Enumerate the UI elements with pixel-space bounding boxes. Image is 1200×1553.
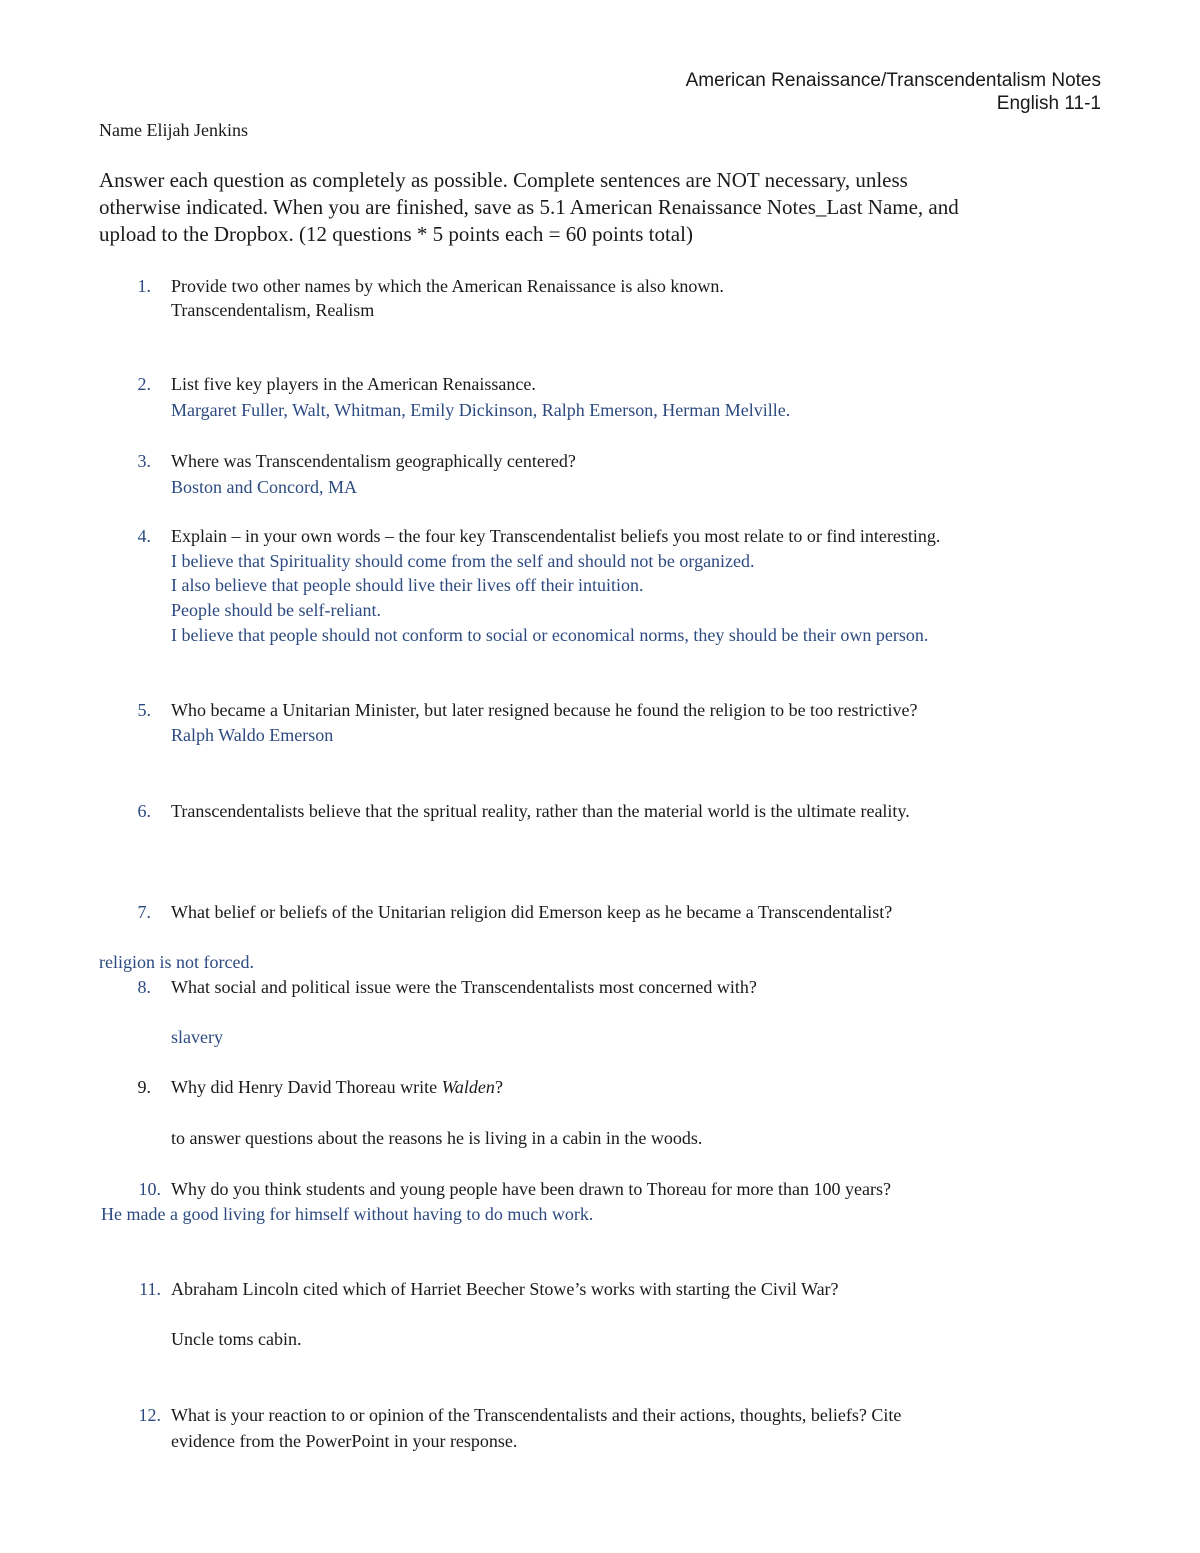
answer-text: He made a good living for himself without having to do much work. <box>101 1204 594 1224</box>
question-number: 8. <box>137 977 151 997</box>
question-number: 4. <box>137 526 151 546</box>
question-number: 11. <box>139 1279 161 1299</box>
question-number: 12. <box>138 1405 161 1425</box>
answer-text: religion is not forced. <box>99 952 254 972</box>
answer-text: Uncle toms cabin. <box>171 1329 302 1349</box>
question-text: What is your reaction to or opinion of the Transcendentalists and their actions, thoughts, beliefs? Cite <box>171 1405 902 1425</box>
answer-text: I believe that people should not conform to social or economical norms, they should be their own person. <box>171 625 929 645</box>
answer-text: I also believe that people should live their lives off their intuition. <box>171 575 644 595</box>
question-number: 1. <box>137 276 151 296</box>
question-text: Who became a Unitarian Minister, but later resigned because he found the religion to be too restrictive? <box>171 700 918 720</box>
answer-text: to answer questions about the reasons he is living in a cabin in the woods. <box>171 1128 703 1148</box>
answer-text: Boston and Concord, MA <box>171 477 357 497</box>
answer-text: slavery <box>171 1027 223 1047</box>
answer-text: Margaret Fuller, Walt, Whitman, Emily Dickinson, Ralph Emerson, Herman Melville. <box>171 400 791 420</box>
book-title: Walden <box>441 1077 495 1097</box>
instructions-line-1: Answer each question as completely as possible. Complete sentences are NOT necessary, unless <box>99 168 908 192</box>
answer-text: Transcendentalism, Realism <box>171 300 375 320</box>
question-text <box>171 1077 503 1098</box>
question-text: What social and political issue were the Transcendentalists most concerned with? <box>171 977 757 997</box>
document-title: American Renaissance/Transcendentalism Notes <box>685 70 1101 91</box>
question-text-continued: evidence from the PowerPoint in your response. <box>171 1431 518 1451</box>
question-number: 9. <box>137 1077 151 1097</box>
question-text: What belief or beliefs of the Unitarian religion did Emerson keep as he became a Transcendentalist? <box>171 902 893 922</box>
question-text: Explain – in your own words – the four key Transcendentalist beliefs you most relate to or find interesting. <box>171 526 941 546</box>
question-text-suffix: ? <box>494 1077 503 1097</box>
answer-text: I believe that Spirituality should come from the self and should not be organized. <box>171 551 755 571</box>
answer-text: Ralph Waldo Emerson <box>171 725 334 745</box>
question-text: Transcendentalists believe that the spritual reality, rather than the material world is the ultimate reality. <box>171 801 910 821</box>
student-name: Name Elijah Jenkins <box>99 120 248 140</box>
question-number: 6. <box>137 801 151 821</box>
question-text: Where was Transcendentalism geographically centered? <box>171 451 576 471</box>
course-label: English 11-1 <box>996 93 1101 114</box>
question-text: Why do you think students and young people have been drawn to Thoreau for more than 100 years? <box>171 1179 891 1199</box>
question-number: 7. <box>137 902 151 922</box>
question-text: List five key players in the American Renaissance. <box>171 374 536 394</box>
instructions-line-3: upload to the Dropbox. (12 questions * 5 points each = 60 points total) <box>99 222 693 246</box>
question-number: 5. <box>137 700 151 720</box>
question-text: Abraham Lincoln cited which of Harriet Beecher Stowe’s works with starting the Civil War? <box>171 1279 839 1299</box>
instructions-line-2: otherwise indicated. When you are finished, save as 5.1 American Renaissance Notes_Last Name, and <box>99 195 959 219</box>
answer-text: People should be self-reliant. <box>171 600 381 620</box>
question-number: 10. <box>138 1179 161 1199</box>
question-number: 3. <box>137 451 151 471</box>
question-number: 2. <box>137 374 151 394</box>
question-text: Provide two other names by which the American Renaissance is also known. <box>171 276 724 296</box>
question-text-prefix: Why did Henry David Thoreau write <box>171 1077 442 1097</box>
